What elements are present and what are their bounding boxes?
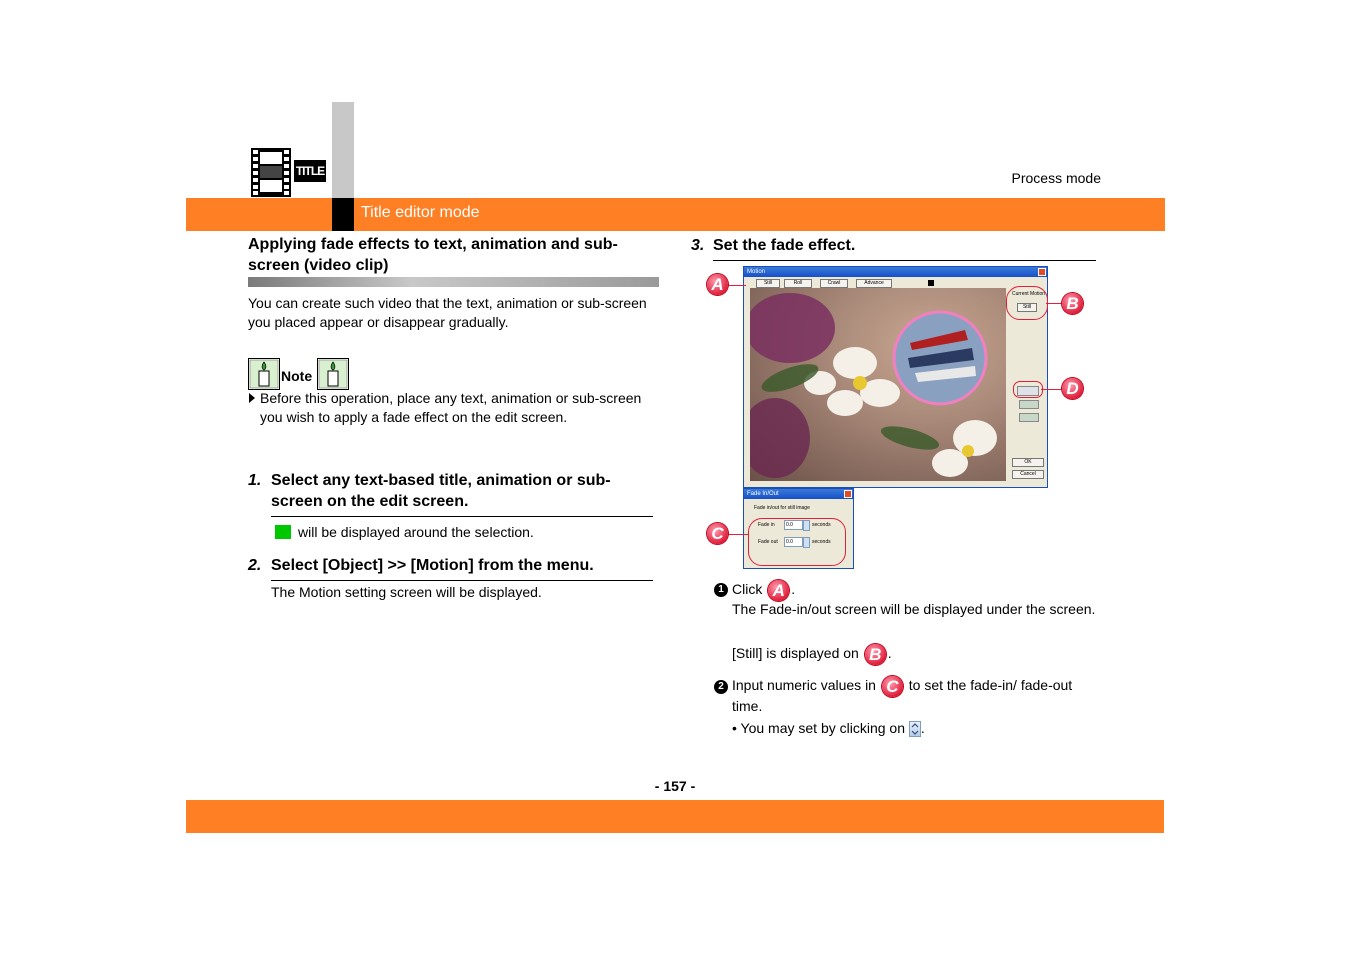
- step2-number: 2.: [248, 557, 262, 574]
- close-icon[interactable]: [1038, 268, 1046, 276]
- fade-in-unit: seconds: [812, 522, 831, 528]
- item1-line3-a: [Still] is displayed on: [732, 645, 859, 662]
- pause-button[interactable]: [1019, 400, 1039, 409]
- section-heading: Applying fade effects to text, animation and sub-screen (video clip): [248, 236, 618, 274]
- step2-desc: The Motion setting screen will be displayed.: [271, 584, 542, 600]
- header-black-tab: [332, 198, 354, 231]
- item2-b: to set the fade-in/ fade-out time.: [732, 677, 1073, 714]
- callout-c-badge: C: [707, 523, 728, 544]
- stop-button[interactable]: [1019, 413, 1039, 422]
- note-text: Before this operation, place any text, animation or sub-screen you wish to apply a fade effect on the edit screen.: [260, 390, 642, 425]
- ok-button[interactable]: OK: [1012, 458, 1044, 467]
- item2-bullet-a: • You may set by clicking on: [732, 720, 905, 736]
- close-icon[interactable]: [844, 490, 852, 498]
- item1-number: 1: [714, 583, 728, 597]
- motion-window-titlebar: [744, 267, 1047, 277]
- callout-b-highlight: [1006, 286, 1048, 320]
- note-arrow-icon: [249, 393, 255, 403]
- fade-window-titlebar: [744, 489, 853, 499]
- current-motion-still[interactable]: Still: [1017, 303, 1037, 312]
- toolbar-still[interactable]: Still: [756, 279, 780, 288]
- step3-rule: [713, 260, 1096, 261]
- step2-title: Select [Object] >> [Motion] from the menu.: [271, 557, 594, 574]
- toolbar-advance[interactable]: Advance: [856, 279, 892, 288]
- note-right-icon: [317, 358, 349, 390]
- callout-a-badge: A: [707, 274, 728, 295]
- fade-window-title: Fade In/Out: [747, 491, 779, 497]
- callout-b-badge: B: [1062, 293, 1083, 314]
- callout-a-leader: [728, 285, 746, 286]
- spinner-icon: [909, 721, 921, 737]
- process-mode-label: Process mode: [1011, 170, 1101, 186]
- toolbar-roll[interactable]: Roll: [784, 279, 812, 288]
- header-gray-tab: [332, 102, 354, 198]
- callout-c-highlight: [748, 518, 846, 566]
- item1-line3: [732, 644, 1092, 665]
- item1-click: Click: [732, 581, 763, 598]
- callout-d-badge: D: [1062, 378, 1083, 399]
- item2-bullet: [732, 719, 1092, 738]
- preview-image: [750, 288, 1006, 481]
- callout-d-leader: [1041, 389, 1062, 390]
- motion-window-title: Motion: [747, 269, 766, 275]
- footer-bar: [186, 800, 1164, 833]
- item1-badge-b: B: [865, 644, 886, 665]
- film-title-icon: [250, 147, 328, 198]
- note-label: Note: [281, 368, 313, 384]
- item2-number: 2: [714, 680, 728, 694]
- item1-line3-b: .: [887, 645, 892, 662]
- page-number: - 157 -: [654, 778, 696, 794]
- mode-label: Title editor mode: [361, 204, 480, 221]
- fade-in-input[interactable]: 0.0: [784, 520, 803, 530]
- item2-badge-c: C: [882, 676, 903, 697]
- item1-line2: The Fade-in/out screen will be displayed under the screen.: [732, 601, 1096, 617]
- current-motion-label: Current Motion: [1012, 291, 1046, 297]
- callout-b-leader: [1046, 303, 1062, 304]
- step1-rule: [271, 516, 653, 517]
- fade-out-label: Fade out: [758, 539, 778, 545]
- note-left-icon: [248, 358, 280, 390]
- intro-text: You can create such video that the text, animation or sub-screen you placed appear or disappear gradually.: [248, 295, 647, 330]
- item1-badge-a: A: [768, 580, 789, 601]
- item1-line1: [732, 580, 1092, 601]
- fade-out-unit: seconds: [812, 539, 831, 545]
- fade-in-label: Fade in: [758, 522, 775, 528]
- step3-title: Set the fade effect.: [713, 237, 856, 254]
- cancel-button[interactable]: Cancel: [1012, 470, 1044, 479]
- item2-bullet-b: .: [920, 720, 925, 736]
- fade-out-input[interactable]: 0.0: [784, 537, 803, 547]
- item1-after: .: [791, 581, 796, 598]
- heading-gradient-bar: [248, 277, 659, 287]
- step3-number: 3.: [691, 237, 705, 254]
- motion-window: [743, 266, 1048, 488]
- item2-a: Input numeric values in: [732, 677, 876, 694]
- title-icon-text: TITLE: [295, 164, 325, 178]
- callout-d-highlight: [1013, 381, 1043, 398]
- callout-c-leader: [728, 534, 748, 535]
- item2-line1: [732, 676, 1082, 716]
- step1-desc: will be displayed around the selection.: [298, 524, 534, 540]
- fade-group-label: Fade in/out for still image: [754, 505, 810, 511]
- selection-green-box: [275, 525, 291, 539]
- toolbar-crawl[interactable]: Crawl: [820, 279, 848, 288]
- chevron-down-icon[interactable]: [928, 280, 934, 286]
- step2-rule: [271, 580, 653, 581]
- step1-number: 1.: [248, 472, 262, 489]
- step1-title: Select any text-based title, animation or sub-screen on the edit screen.: [271, 472, 611, 510]
